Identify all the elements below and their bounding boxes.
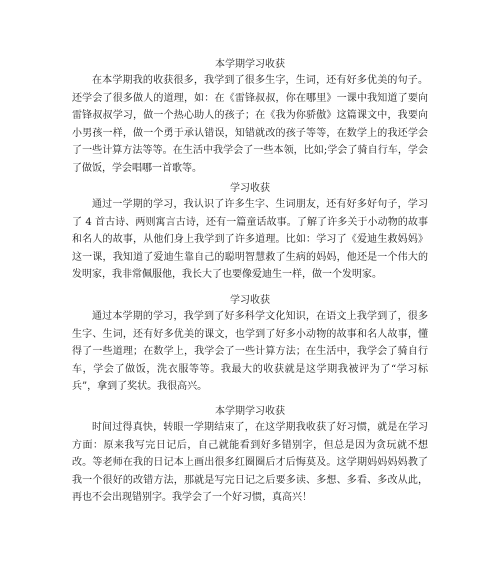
section-4-body: 时间过得真快，转眼一学期结束了，在这学期我收获了好习惯，就是在学习方面：原来我写完日记后，自己就能看到好多错别字，但总是因为贪玩就不想改。等老师在我的日记本上画出很多红圈圈后才后悔莫及。这学期妈妈妈妈教了我一个很好的改错方法，那就是写完日记之后要多读、多想、多看、多改从此，再也不会出现错别字。我学会了一个好习惯，真高兴！	[72, 422, 428, 504]
section-2-body: 通过一学期的学习，我认识了许多生字、生词朋友，还有好多好句子，学习了 4 首古诗、两则寓言古诗，还有一篇童话故事。了解了许多关于小动物的故事和名人的故事，从他们身上我学到了许多道理。比如：学习了《爱迪生救妈妈》这一课，我知道了爱迪生靠自己的聪明智慧救了生病的妈妈，他还是一个伟大的发明家，我非常佩服他，我长大了也要像爱迪生一样，做一个发明家。	[72, 199, 428, 281]
section-4-title: 本学期学习收获	[215, 406, 285, 417]
section-3-title: 学习收获	[230, 295, 270, 306]
section-2-title: 学习收获	[230, 183, 270, 194]
section-1	[72, 58, 428, 178]
section-1-title: 本学期学习收获	[215, 59, 285, 70]
section-3-body: 通过本学期的学习，我学到了好多科学文化知识，在语文上我学到了，很多生字、生词，还有好多优美的课文，也学到了好多小动物的故事和名人故事，懂得了一些道理；在数学上，我学会了一些计算方法；在生活中，我学会了骑自行车，学会了做饭，洗衣服等等。我最大的收获就是这学期我被评为了“学习标兵”，拿到了奖状。我很高兴。	[72, 311, 428, 393]
section-2	[72, 182, 428, 284]
section-3	[72, 294, 428, 396]
section-1-body: 在本学期我的收获很多，我学到了很多生字，生词，还有好多优美的句子。还学会了很多做人的道理，如：在《雷锋叔叔，你在哪里》一课中我知道了要向雷锋叔叔学习，做一个热心助人的孩子；在《我为你骄傲》这篇课文中，我要向小男孩一样，做一个勇于承认错误，知错就改的孩子等等，在数学上的我还学会了一些计算方法等等。在生活中我学会了一些本领，比如;学会了骑自行车，学会了做饭，学会唱哪一首歌等。	[72, 75, 428, 174]
section-4	[72, 405, 428, 507]
